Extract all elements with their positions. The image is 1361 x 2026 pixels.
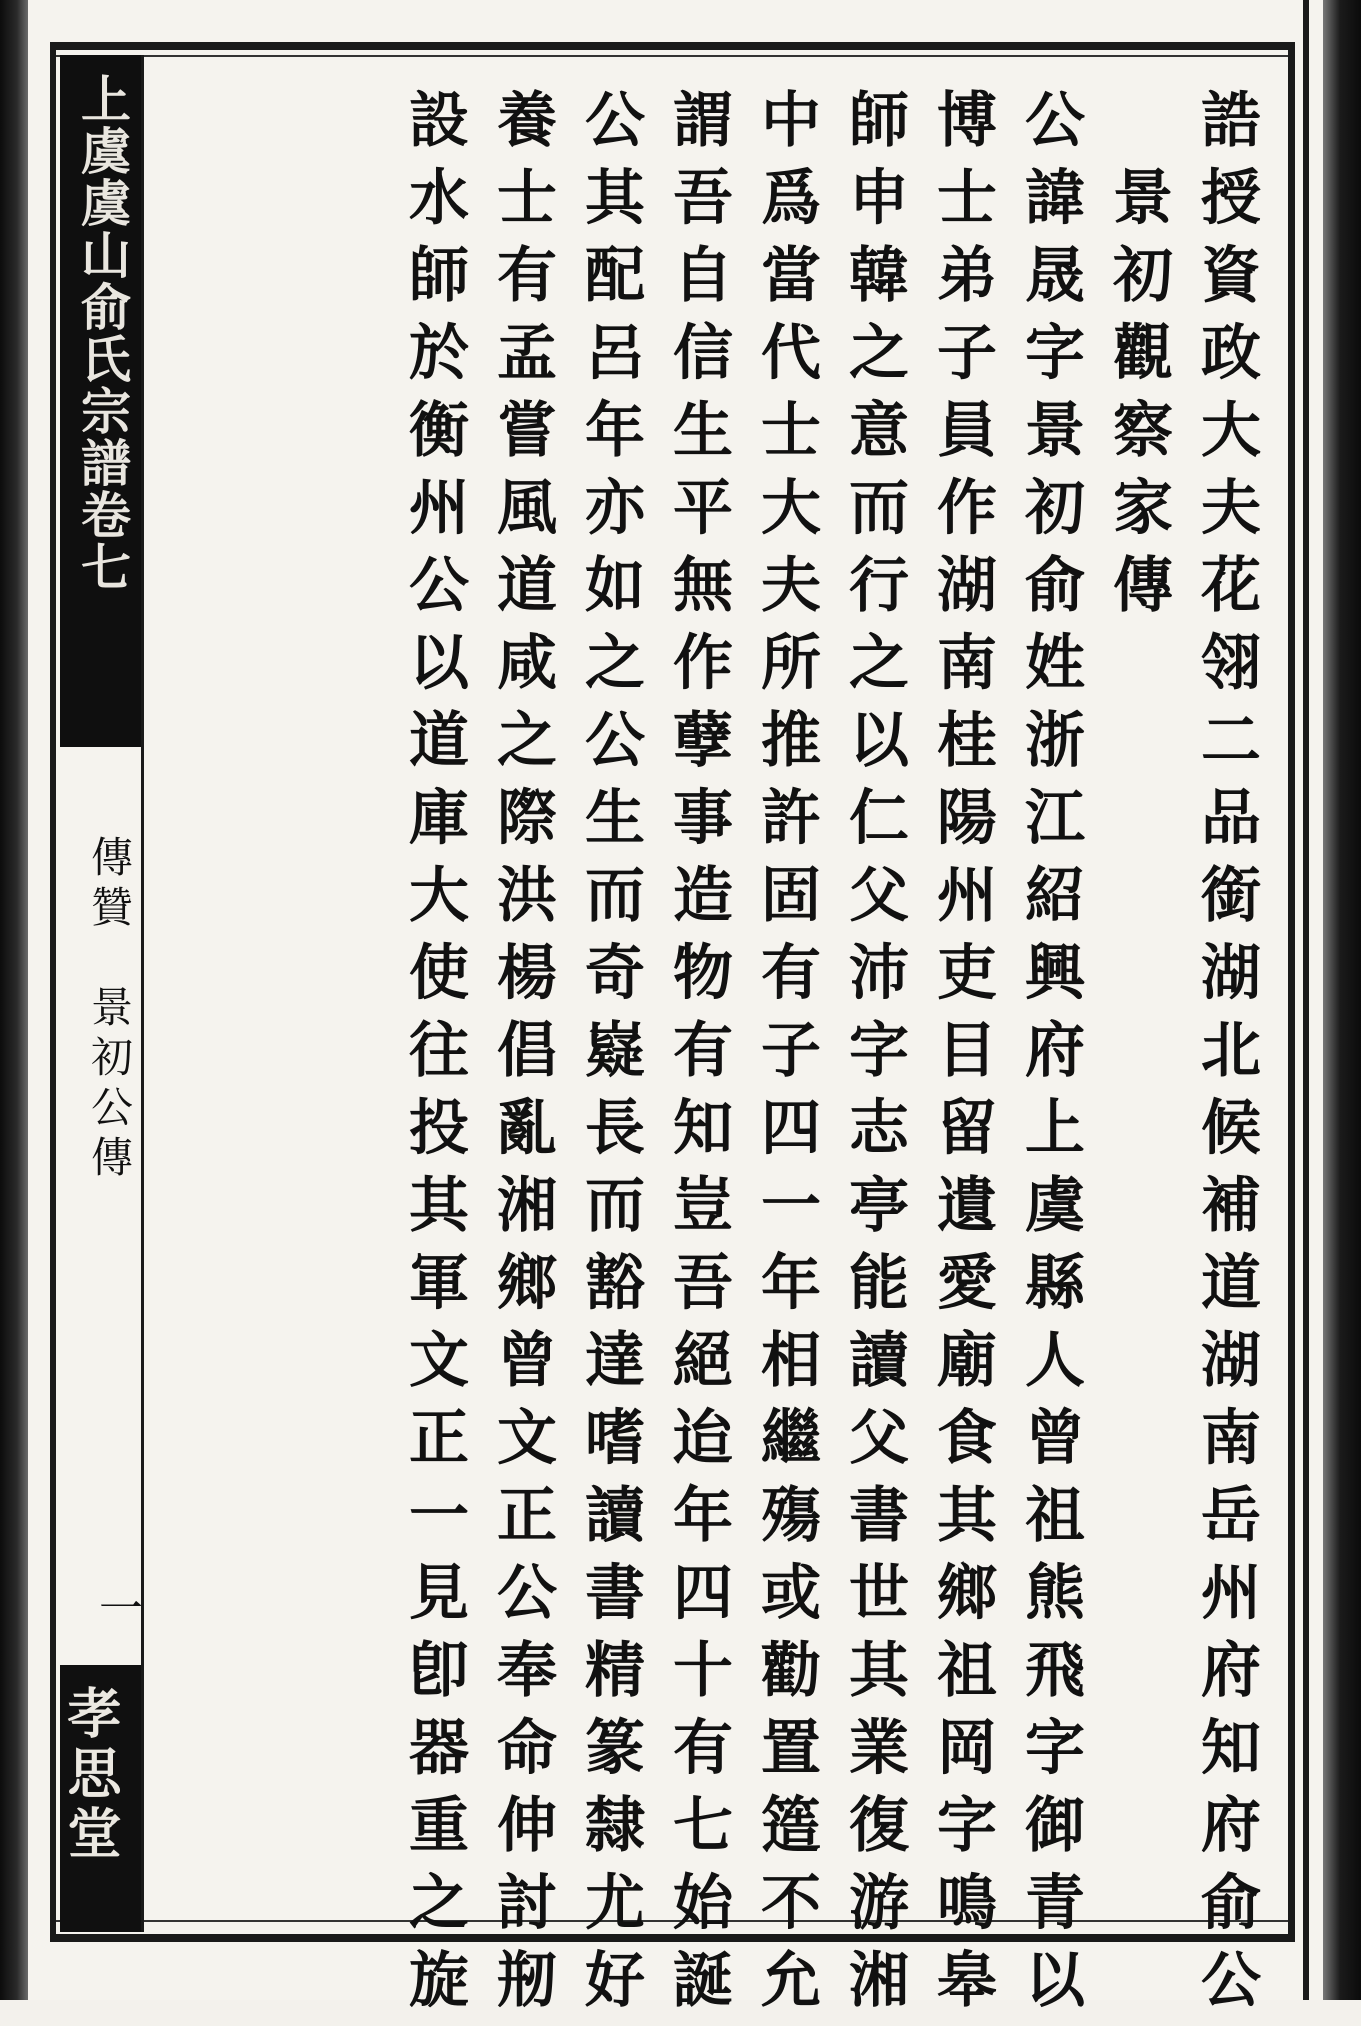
text-column-10: 設水師於衡州公以道庫大使往投其軍文正一見卽器重之旋: [399, 88, 469, 2026]
text-column-1: 誥授資政大夫花翎二品銜湖北候補道湖南岳州府知府俞公: [1191, 88, 1261, 2026]
center-fold-column: [60, 55, 144, 1932]
text-column-4: 博士弟子員作湖南桂陽州吏目留遺愛廟食其鄉祖岡字鳴皋: [927, 88, 997, 2026]
book-title-block: [60, 55, 141, 747]
text-column-5: 師申韓之意而行之以仁父沛字志亭能讀父書世其業復游湘: [839, 88, 909, 2026]
adjacent-page-border: [1303, 0, 1309, 2000]
section-text: 傳贊: [85, 835, 134, 935]
text-column-2: 景初觀察家傳: [1103, 88, 1173, 631]
text-column-6: 中爲當代士大夫所推許固有子四一年相繼殤或勸置簉不允: [751, 88, 821, 2026]
frame-inner-line-top: [56, 55, 1288, 57]
page-number: 一: [91, 1585, 142, 1629]
text-column-9: 養士有孟嘗風道咸之際洪楊倡亂湘鄉曾文正公奉命伸討剏: [487, 88, 557, 2026]
article-title: 景初公傳: [85, 985, 134, 1185]
binding-edge-left: [0, 0, 28, 2000]
text-column-3: 公諱晟字景初俞姓浙江紹興府上虞縣人曾祖熊飛字御青以: [1015, 88, 1085, 2026]
hall-name-block: [60, 1665, 141, 1932]
hall-name: 孝思堂: [59, 1685, 123, 1865]
section-label: [74, 835, 134, 1185]
book-title: [74, 73, 130, 593]
volume-text: 卷七: [73, 489, 132, 593]
main-text: [150, 88, 1270, 2026]
binding-edge-right: [1323, 0, 1361, 2000]
book-title-text: 上虞虞山俞氏宗譜: [73, 73, 132, 489]
text-column-7: 謂吾自信生平無作孽事造物有知豈吾絕迨年四十有七始誕: [663, 88, 733, 2026]
text-column-8: 公其配呂年亦如之公生而奇嶷長而豁達嗜讀書精篆隸尤好: [575, 88, 645, 2026]
